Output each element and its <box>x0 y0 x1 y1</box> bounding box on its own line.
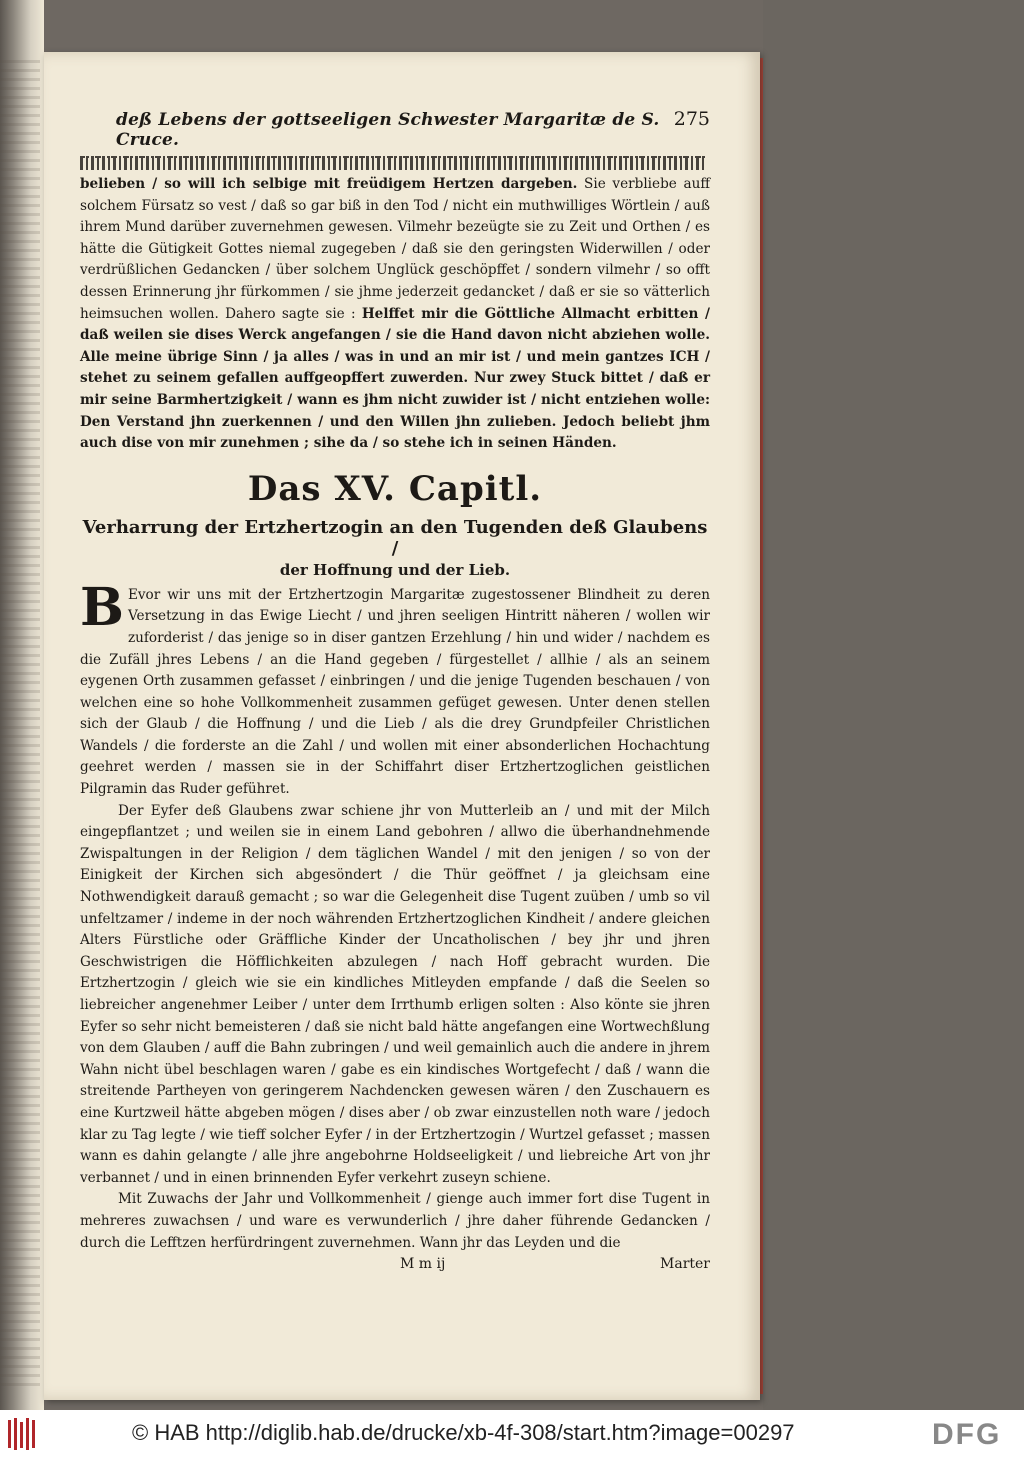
body-paragraph-1 <box>80 576 710 801</box>
hab-logo-icon <box>6 1416 40 1452</box>
running-head <box>80 108 710 150</box>
top-paragraph-part-1: belieben / so will ich selbige mit freüdigem Hertzen dargeben. <box>80 176 578 192</box>
signature-mark: M m ij <box>400 1256 446 1273</box>
top-paragraph-part-2: Sie verbliebe auff solchem Fürsatz so vest / daß so gar biß in den Tod / nicht ein muthwilliges Wörtlein / auß ihrem Mund darüber zuvernehmen gewesen. Vilmehr bezeügte sie zu Zeit und Orthen / es hätte die Gütigkeit Gottes niemal zugegeben / daß sie den geringsten Widerwillen / oder verdrüßlichen Gedancken / über solchem Unglück geschöpffet / sondern vilmehr / so offt dessen Erinnerung jhr fürkommen / sie jhme jederzeit gedancket / daß er sie so vätterlich heimsuchen wollen. Dahero sagte sie : <box>80 176 710 322</box>
chapter-subtitle-line2: der Hoffnung und der Lieb. <box>279 560 511 579</box>
copyright-link[interactable]: © HAB http://diglib.hab.de/drucke/xb-4f-308/start.htm?image=00297 <box>132 1420 795 1445</box>
body-paragraph-3: Mit Zuwachs der Jahr und Vollkommenheit / gienge auch immer fort dise Tugent in mehreres zuwachsen / und ware es verwunderlich / jhre daher führende Gedancken / durch die Lefftzen herfürdringent zuvernehmen. Wann jhr das Leyden und die <box>80 1191 710 1251</box>
catchword: Marter <box>660 1256 710 1273</box>
chapter-title: Das XV. Capitl. <box>247 468 543 509</box>
chapter-subtitle-line1: Verharrung der Ertzhertzogin an den Tugenden deß Glaubens / <box>82 516 708 559</box>
top-paragraph <box>80 174 710 455</box>
running-head-title: deß Lebens der gottseeligen Schwester Margaritæ de S. Cruce. <box>116 110 660 150</box>
body-paragraph-2: Der Eyfer deß Glaubens zwar schiene jhr von Mutterleib an / und mit der Milch eingepflantzet ; und weilen sie in einem Land gebohren / allwo die überhandnehmende Zwispaltungen in der Religion / dem täglichen Wandel / mit den jenigen / so von der Einigkeit der Kirchen sich abgesöndert / die Thür geöffnet / ja gleichsam eine Nothwendigkeit darauß gemacht ; so war die Gelegenheit dise Tugent zuüben / umb so vil unfeltzamer / indeme in der noch währenden Ertzhertzoglichen Kindheit / andere gleichen Alters Fürstliche oder Gräffliche Kinder der Uncatholischen / bey jhr und jhren Geschwistrigen die Höfflichkeiten abzulegen / nach Hoff gebracht wurden. Die Ertzhertzogin / gleich wie sie ein kindliches Mitleyden empfande / daß die Seelen so liebreicher angenehmer Leiber / unter dem Irrthumb erligen solten : Also könte sie jhren Eyfer so sehr nicht bemeisteren / daß sie nicht bald hätte angefangen eine Wortwechßlung von dem Glauben / auff die Bahn zubringen / und weil gemainlich auch die andere in jhrem Wahn nicht übel beschlagen waren / gabe es ein kindisches Wortgefecht / daß / wann die streitende Partheyen von geringerem Nachdencken gewesen wären / den Zuschauern es eine Kurtzweil hätte abgeben mögen / dises aber / ob zwar einzustellen noth ware / jedoch klar zu Tag legte / wie tieff solcher Eyfer / in der Ertzhertzogin / Wurtzel gefasset ; massen wann es dahin gelangte / alle jhre angebohrne Holdseeligkeit / und liebreiche Art von jhr verbannet / und in einen brinnenden Eyfer verkehrt zuseyn schiene. <box>80 802 710 1186</box>
viewer-footer-bar <box>0 1410 1024 1458</box>
body-paragraph-1-text: Evor wir uns mit der Ertzhertzogin Margaritæ zugestossener Blindheit zu deren Versetzung in das Ewige Liecht / und jhren seeligen Hintritt näheren / wollen wir zuforderist / das jenige so in diser gantzen Erzehlung / hin und wider / nachdem es die Zufäll jhres Lebens / an die Hand gegeben / fürgestellet / allhie / als an seinem eygenen Orth zusammen gefasset / einbringen / und die jenige Tugenden beschauen / von welchen eine so hohe Vollkommenheit zusammen gefüget gewesen. Unter denen stellen sich der Glaub / die Hoffnung / und die Lieb / als die drey Grundpfeiler Christlichen Wandels / die forderste an die Zahl / und wollen mit einer absonderlichen Hochachtung geehret werden / massen sie in der Schiffahrt diser Ertzhertzoglichen geistlichen Pilgramin das Ruder geführet. <box>80 586 710 798</box>
dfg-logo: DFG <box>932 1418 1002 1451</box>
top-paragraph-part-3: Helffet mir die Göttliche Allmacht erbitten / daß weilen sie dises Werck angefangen / sie die Hand davon nicht abziehen wolle. Alle meine übrige Sinn / ja alles / was in und an mir ist / und mein gantzes ICH / stehet zu seinem gefallen auffgeopffert zuwerden. Nur zwey Stuck bittet / daß er mir seine Barmhertzigkeit / wann es jhm nicht zuwider ist / nicht entziehen wolle: Den Verstand jhn zuerkennen / und den Willen jhn zulieben. Jedoch beliebt jhm auch dise von mir zunehmen ; sihe da / so stehe ich in seinen Händen. <box>80 305 710 452</box>
page-edge-shading <box>0 60 40 1390</box>
ornament-rule <box>80 156 705 170</box>
background-right <box>763 0 1024 1410</box>
page-number: 275 <box>673 108 710 130</box>
page-content <box>80 108 710 1272</box>
page-footer-line <box>80 1256 710 1272</box>
left-page-edge <box>0 0 44 1410</box>
drop-cap: B <box>80 576 124 638</box>
